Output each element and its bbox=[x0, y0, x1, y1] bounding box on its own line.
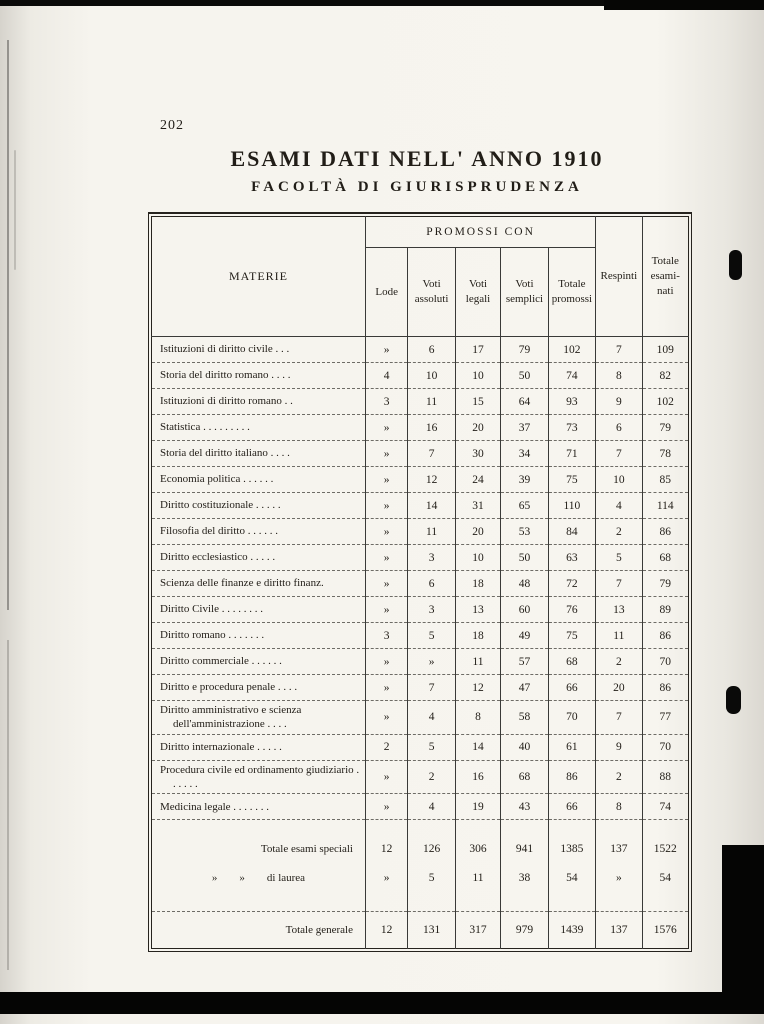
value-cell: 58 bbox=[501, 701, 548, 735]
value-cell: 11 bbox=[455, 863, 500, 892]
value-cell: 89 bbox=[642, 597, 688, 623]
exams-table bbox=[148, 212, 692, 952]
value-cell: 102 bbox=[548, 337, 595, 363]
table-row bbox=[152, 337, 689, 363]
subject-cell: Medicina legale . . . . . . . bbox=[152, 794, 366, 820]
subject-cell bbox=[152, 892, 366, 912]
table-row bbox=[152, 571, 689, 597]
column-header-totale-promossi: Totale promossi bbox=[548, 248, 595, 337]
table-row bbox=[152, 734, 689, 760]
table-row bbox=[152, 863, 689, 892]
value-cell: 2 bbox=[596, 760, 642, 794]
value-cell: » bbox=[365, 545, 407, 571]
value-cell: 60 bbox=[501, 597, 548, 623]
value-cell: 7 bbox=[596, 571, 642, 597]
value-cell: 64 bbox=[501, 389, 548, 415]
page-subtitle: FACOLTÀ DI GIURISPRUDENZA bbox=[251, 179, 583, 195]
value-cell: 86 bbox=[642, 675, 688, 701]
subject-cell: Scienza delle finanze e diritto finanz. bbox=[152, 571, 366, 597]
value-cell: 71 bbox=[548, 441, 595, 467]
value-cell: 79 bbox=[642, 571, 688, 597]
value-cell: 5 bbox=[408, 863, 455, 892]
value-cell: 7 bbox=[596, 441, 642, 467]
subject-cell: Totale generale bbox=[285, 924, 353, 937]
value-cell: 7 bbox=[596, 337, 642, 363]
scan-artifact-left-line bbox=[7, 640, 9, 970]
value-cell: 13 bbox=[455, 597, 500, 623]
value-cell: 1522 bbox=[642, 834, 688, 863]
value-cell: 70 bbox=[642, 734, 688, 760]
value-cell: 34 bbox=[501, 441, 548, 467]
value-cell: 84 bbox=[548, 519, 595, 545]
value-cell: » bbox=[365, 863, 407, 892]
value-cell: 1385 bbox=[548, 834, 595, 863]
subject-cell: Storia del diritto italiano . . . . bbox=[152, 441, 366, 467]
value-cell: » bbox=[365, 760, 407, 794]
table-row bbox=[152, 467, 689, 493]
value-cell: 86 bbox=[642, 519, 688, 545]
value-cell: 86 bbox=[642, 623, 688, 649]
value-cell: 88 bbox=[642, 760, 688, 794]
value-cell: 1439 bbox=[548, 912, 595, 949]
table-row bbox=[152, 519, 689, 545]
value-cell: 15 bbox=[455, 389, 500, 415]
table-row bbox=[152, 597, 689, 623]
table-row bbox=[152, 760, 689, 794]
value-cell: 137 bbox=[596, 834, 642, 863]
value-cell: 93 bbox=[548, 389, 595, 415]
value-cell: 49 bbox=[501, 623, 548, 649]
value-cell: 63 bbox=[548, 545, 595, 571]
value-cell: 37 bbox=[501, 415, 548, 441]
value-cell: 12 bbox=[365, 834, 407, 863]
value-cell: 72 bbox=[548, 571, 595, 597]
page-number: 202 bbox=[160, 118, 184, 133]
table-row bbox=[152, 493, 689, 519]
value-cell: 79 bbox=[501, 337, 548, 363]
value-cell: 16 bbox=[408, 415, 455, 441]
value-cell: 54 bbox=[642, 863, 688, 892]
table-row bbox=[152, 415, 689, 441]
value-cell: 102 bbox=[642, 389, 688, 415]
value-cell: 306 bbox=[455, 834, 500, 863]
column-header-voti-assoluti: Voti assoluti bbox=[408, 248, 455, 337]
value-cell bbox=[455, 892, 500, 912]
value-cell bbox=[408, 892, 455, 912]
value-cell bbox=[642, 820, 688, 835]
value-cell: 4 bbox=[408, 701, 455, 735]
value-cell bbox=[596, 892, 642, 912]
page-heading bbox=[148, 146, 686, 196]
column-header-materie: MATERIE bbox=[152, 217, 366, 337]
column-header-totale-esaminati: Totale esami- nati bbox=[642, 217, 688, 337]
value-cell bbox=[548, 892, 595, 912]
value-cell: 7 bbox=[408, 675, 455, 701]
subject-cell: Diritto costituzionale . . . . . bbox=[152, 493, 366, 519]
value-cell: 18 bbox=[455, 571, 500, 597]
subject-cell: Diritto ecclesiastico . . . . . bbox=[152, 545, 366, 571]
value-cell: 19 bbox=[455, 794, 500, 820]
value-cell: 2 bbox=[596, 649, 642, 675]
value-cell: 10 bbox=[596, 467, 642, 493]
column-header-voti-legali: Voti legali bbox=[455, 248, 500, 337]
value-cell: 2 bbox=[408, 760, 455, 794]
value-cell: 5 bbox=[408, 734, 455, 760]
value-cell: 12 bbox=[455, 675, 500, 701]
value-cell: 11 bbox=[408, 519, 455, 545]
value-cell: 126 bbox=[408, 834, 455, 863]
value-cell: 12 bbox=[408, 467, 455, 493]
subject-cell: Diritto romano . . . . . . . bbox=[152, 623, 366, 649]
value-cell: 50 bbox=[501, 545, 548, 571]
value-cell: 68 bbox=[642, 545, 688, 571]
value-cell: 10 bbox=[455, 363, 500, 389]
value-cell: 75 bbox=[548, 623, 595, 649]
table-row bbox=[152, 363, 689, 389]
value-cell: 4 bbox=[596, 493, 642, 519]
table-body bbox=[152, 337, 689, 949]
column-header-lode: Lode bbox=[365, 248, 407, 337]
value-cell: 14 bbox=[408, 493, 455, 519]
subject-cell: Diritto internazionale . . . . . bbox=[152, 734, 366, 760]
column-header-voti-semplici: Voti semplici bbox=[501, 248, 548, 337]
value-cell: 43 bbox=[501, 794, 548, 820]
value-cell bbox=[548, 820, 595, 835]
value-cell bbox=[365, 820, 407, 835]
column-header-respinti: Respinti bbox=[596, 217, 642, 337]
table-row bbox=[152, 545, 689, 571]
value-cell: 3 bbox=[365, 623, 407, 649]
value-cell: 10 bbox=[408, 363, 455, 389]
value-cell: 70 bbox=[642, 649, 688, 675]
value-cell: 11 bbox=[455, 649, 500, 675]
value-cell: 65 bbox=[501, 493, 548, 519]
value-cell: » bbox=[365, 337, 407, 363]
value-cell: 79 bbox=[642, 415, 688, 441]
value-cell: » bbox=[365, 649, 407, 675]
exams-table-grid bbox=[151, 216, 689, 949]
value-cell: 57 bbox=[501, 649, 548, 675]
value-cell: 6 bbox=[408, 571, 455, 597]
scan-artifact-blob bbox=[726, 686, 741, 714]
value-cell: 40 bbox=[501, 734, 548, 760]
value-cell: 85 bbox=[642, 467, 688, 493]
value-cell: 1576 bbox=[642, 912, 688, 949]
value-cell: 50 bbox=[501, 363, 548, 389]
value-cell: 31 bbox=[455, 493, 500, 519]
value-cell: 3 bbox=[408, 545, 455, 571]
value-cell: 317 bbox=[455, 912, 500, 949]
value-cell: » bbox=[365, 519, 407, 545]
value-cell: 4 bbox=[365, 363, 407, 389]
value-cell: 82 bbox=[642, 363, 688, 389]
table-row bbox=[152, 675, 689, 701]
value-cell: 8 bbox=[455, 701, 500, 735]
scan-artifact-left-line bbox=[7, 40, 9, 610]
subject-cell: Diritto amministrativo e scienza dell'amministrazione . . . . bbox=[152, 701, 366, 735]
value-cell: 78 bbox=[642, 441, 688, 467]
subject-cell bbox=[152, 820, 366, 835]
value-cell: 53 bbox=[501, 519, 548, 545]
value-cell: 54 bbox=[548, 863, 595, 892]
value-cell: 7 bbox=[596, 701, 642, 735]
value-cell: 11 bbox=[408, 389, 455, 415]
table-row bbox=[152, 649, 689, 675]
scan-artifact-right-block bbox=[722, 845, 764, 1014]
subject-cell: Diritto commerciale . . . . . . bbox=[152, 649, 366, 675]
scan-artifact-left-mark bbox=[14, 150, 16, 270]
table-row bbox=[152, 389, 689, 415]
value-cell: 941 bbox=[501, 834, 548, 863]
value-cell: 66 bbox=[548, 675, 595, 701]
value-cell: » bbox=[365, 415, 407, 441]
value-cell: 14 bbox=[455, 734, 500, 760]
subject-cell: Storia del diritto romano . . . . bbox=[152, 363, 366, 389]
value-cell: 2 bbox=[365, 734, 407, 760]
value-cell: 16 bbox=[455, 760, 500, 794]
page-title: ESAMI DATI NELL' ANNO 1910 bbox=[230, 146, 604, 171]
value-cell: 131 bbox=[408, 912, 455, 949]
scan-artifact-blob bbox=[729, 250, 742, 280]
scan-artifact-bottom-bar bbox=[0, 992, 764, 1014]
value-cell bbox=[408, 820, 455, 835]
value-cell: 75 bbox=[548, 467, 595, 493]
value-cell: 68 bbox=[548, 649, 595, 675]
value-cell: 6 bbox=[596, 415, 642, 441]
value-cell: 17 bbox=[455, 337, 500, 363]
value-cell: 74 bbox=[548, 363, 595, 389]
value-cell: 12 bbox=[365, 912, 407, 949]
subject-cell: Procedura civile ed ordinamento giudiziario . . . . . . bbox=[152, 760, 366, 794]
table-row bbox=[152, 912, 689, 949]
subject-cell: Istituzioni di diritto civile . . . bbox=[152, 337, 366, 363]
value-cell: 109 bbox=[642, 337, 688, 363]
table-row bbox=[152, 834, 689, 863]
value-cell: 13 bbox=[596, 597, 642, 623]
value-cell: 70 bbox=[548, 701, 595, 735]
table-row bbox=[152, 441, 689, 467]
value-cell: 61 bbox=[548, 734, 595, 760]
value-cell: » bbox=[365, 675, 407, 701]
value-cell: » bbox=[596, 863, 642, 892]
value-cell: 2 bbox=[596, 519, 642, 545]
subject-cell: Economia politica . . . . . . bbox=[152, 467, 366, 493]
value-cell: » bbox=[365, 441, 407, 467]
value-cell: 5 bbox=[596, 545, 642, 571]
subject-cell: Statistica . . . . . . . . . bbox=[152, 415, 366, 441]
subject-cell: Filosofia del diritto . . . . . . bbox=[152, 519, 366, 545]
table-row bbox=[152, 623, 689, 649]
value-cell: 6 bbox=[408, 337, 455, 363]
table-row bbox=[152, 892, 689, 912]
table-row bbox=[152, 701, 689, 735]
subject-cell: Diritto e procedura penale . . . . bbox=[152, 675, 366, 701]
subject-cell: Totale esami speciali bbox=[260, 842, 353, 855]
value-cell: 3 bbox=[408, 597, 455, 623]
value-cell: 9 bbox=[596, 389, 642, 415]
value-cell: 137 bbox=[596, 912, 642, 949]
table-row bbox=[152, 820, 689, 835]
value-cell: 24 bbox=[455, 467, 500, 493]
value-cell: 8 bbox=[596, 794, 642, 820]
group-header-promossi-con: PROMOSSI CON bbox=[365, 217, 595, 248]
value-cell: 76 bbox=[548, 597, 595, 623]
value-cell: 11 bbox=[596, 623, 642, 649]
value-cell: 20 bbox=[455, 519, 500, 545]
subject-cell: Diritto Civile . . . . . . . . bbox=[152, 597, 366, 623]
value-cell: 110 bbox=[548, 493, 595, 519]
value-cell: 8 bbox=[596, 363, 642, 389]
table-row bbox=[152, 794, 689, 820]
value-cell: 20 bbox=[455, 415, 500, 441]
value-cell: 114 bbox=[642, 493, 688, 519]
value-cell: » bbox=[365, 493, 407, 519]
subject-cell: Istituzioni di diritto romano . . bbox=[152, 389, 366, 415]
value-cell: 20 bbox=[596, 675, 642, 701]
value-cell: 74 bbox=[642, 794, 688, 820]
value-cell bbox=[596, 820, 642, 835]
value-cell: 38 bbox=[501, 863, 548, 892]
value-cell: 18 bbox=[455, 623, 500, 649]
value-cell: 30 bbox=[455, 441, 500, 467]
value-cell: 77 bbox=[642, 701, 688, 735]
value-cell: » bbox=[365, 597, 407, 623]
value-cell bbox=[501, 892, 548, 912]
value-cell bbox=[455, 820, 500, 835]
value-cell: » bbox=[408, 649, 455, 675]
value-cell: 979 bbox=[501, 912, 548, 949]
value-cell: 39 bbox=[501, 467, 548, 493]
value-cell: 10 bbox=[455, 545, 500, 571]
value-cell: » bbox=[365, 571, 407, 597]
value-cell: 66 bbox=[548, 794, 595, 820]
value-cell: 7 bbox=[408, 441, 455, 467]
value-cell: 48 bbox=[501, 571, 548, 597]
value-cell: » bbox=[365, 701, 407, 735]
value-cell bbox=[365, 892, 407, 912]
value-cell bbox=[642, 892, 688, 912]
value-cell: » bbox=[365, 794, 407, 820]
value-cell: 73 bbox=[548, 415, 595, 441]
value-cell: 86 bbox=[548, 760, 595, 794]
value-cell: 68 bbox=[501, 760, 548, 794]
value-cell: 4 bbox=[408, 794, 455, 820]
value-cell: 3 bbox=[365, 389, 407, 415]
value-cell: 9 bbox=[596, 734, 642, 760]
value-cell: 47 bbox=[501, 675, 548, 701]
value-cell: » bbox=[365, 467, 407, 493]
value-cell: 5 bbox=[408, 623, 455, 649]
value-cell bbox=[501, 820, 548, 835]
subject-cell: » » di laurea bbox=[211, 871, 306, 884]
scan-artifact-top-right bbox=[604, 0, 764, 10]
